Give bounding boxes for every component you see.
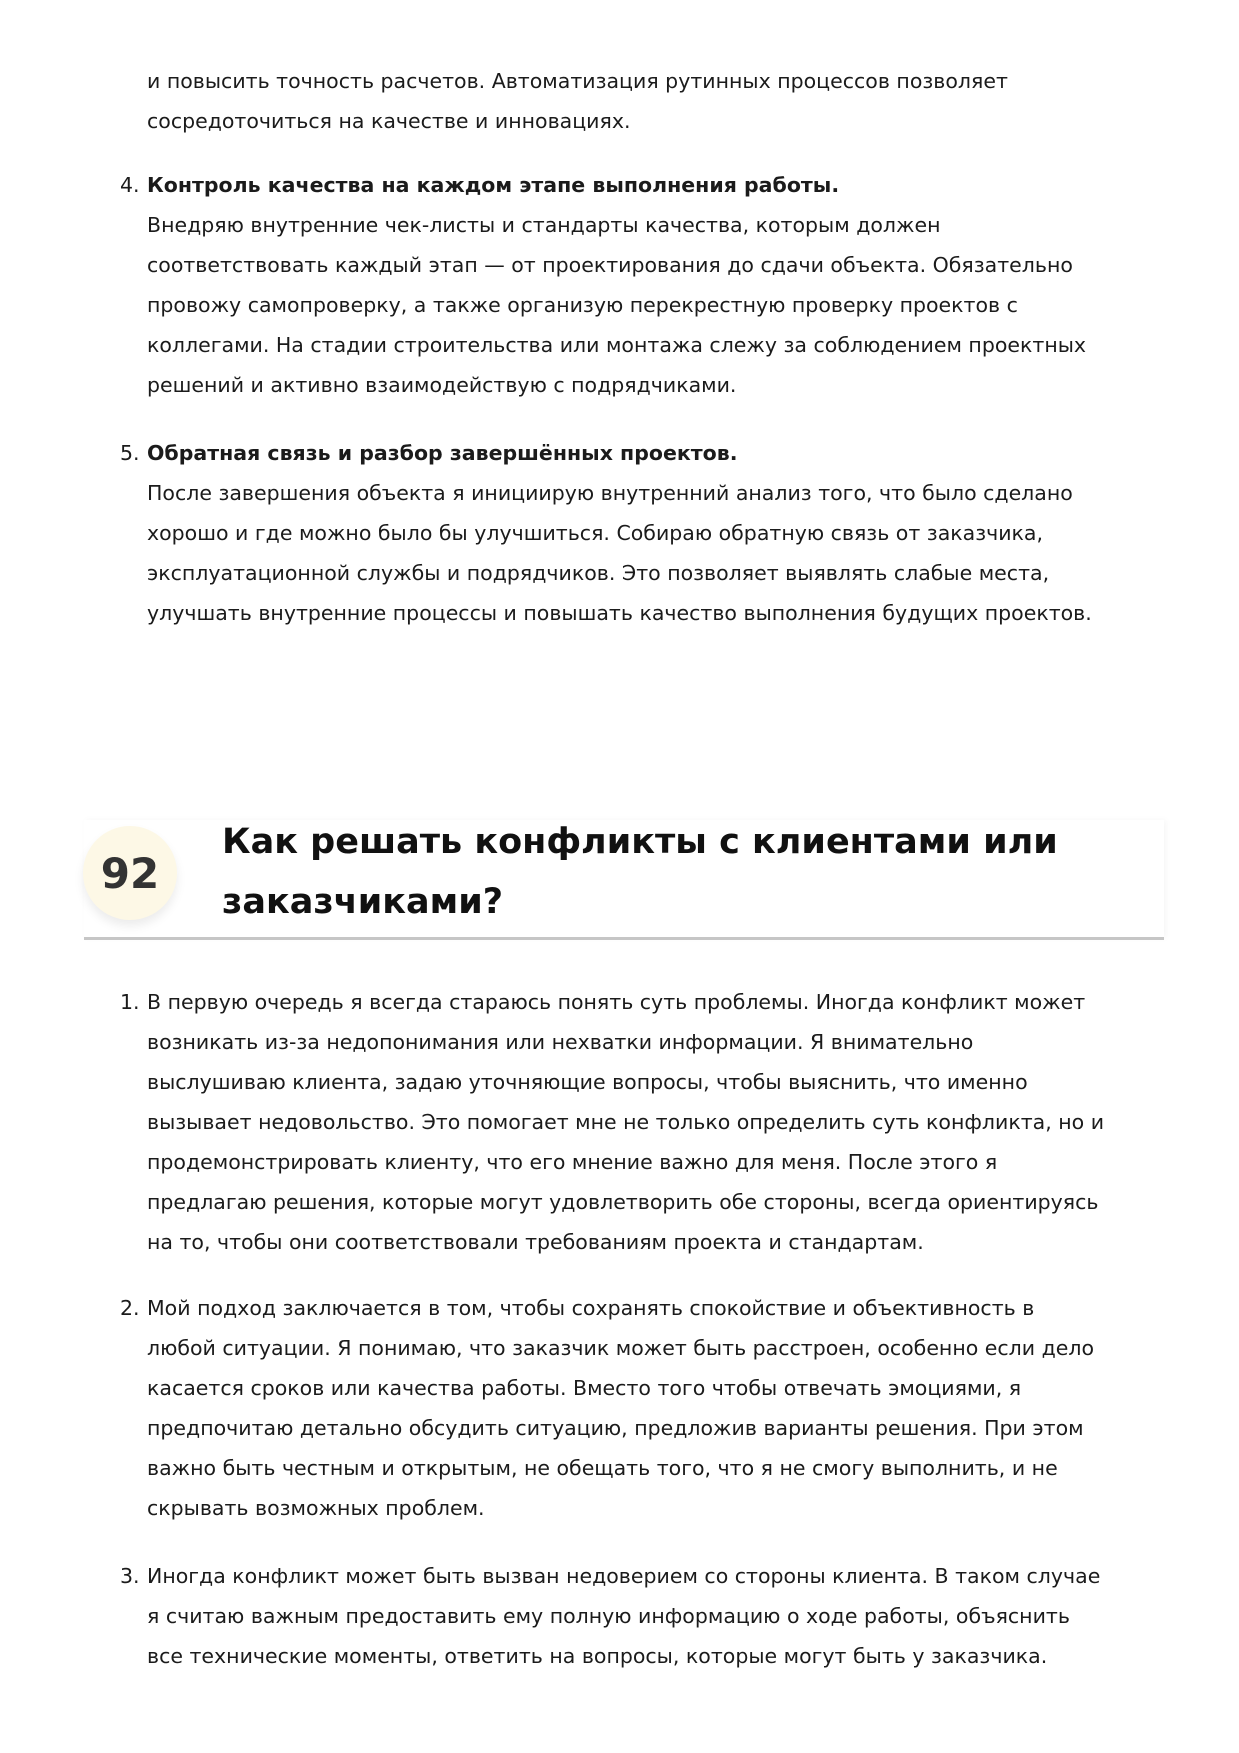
text-line: хорошо и где можно было бы улучшиться. Собираю обратную связь от заказчика, <box>147 521 1044 545</box>
text-line: все технические моменты, ответить на вопросы, которые могут быть у заказчика. <box>147 1644 1048 1668</box>
title-line: Как решать конфликты с клиентами или <box>222 822 1058 862</box>
text-line: Иногда конфликт может быть вызван недоверием со стороны клиента. В таком случае <box>147 1564 1101 1588</box>
list-item <box>120 982 1180 1262</box>
question-number-badge: 92 <box>83 826 177 920</box>
continuation-paragraph <box>120 61 1180 141</box>
section-title <box>222 812 1058 932</box>
item-title: Контроль качества на каждом этапе выполнения работы. <box>147 173 840 197</box>
text-line: улучшать внутренние процессы и повышать качество выполнения будущих проектов. <box>147 601 1092 625</box>
list-item <box>120 433 1180 633</box>
text-line: касается сроков или качества работы. Вместо того чтобы отвечать эмоциями, я <box>147 1376 1022 1400</box>
text-line: После завершения объекта я инициирую внутренний анализ того, что было сделано <box>147 481 1073 505</box>
item-number: 4. <box>120 173 140 197</box>
item-number: 5. <box>120 441 140 465</box>
item-title: Обратная связь и разбор завершённых проектов. <box>147 441 738 465</box>
text-line: и повысить точность расчетов. Автоматизация рутинных процессов позволяет <box>147 69 1008 93</box>
text-line: эксплуатационной службы и подрядчиков. Это позволяет выявлять слабые места, <box>147 561 1050 585</box>
text-line: скрывать возможных проблем. <box>147 1496 485 1520</box>
item-number: 2. <box>120 1296 140 1320</box>
text-line: вызывает недовольство. Это помогает мне не только определить суть конфликта, но и <box>147 1110 1105 1134</box>
text-line: предпочитаю детально обсудить ситуацию, предложив варианты решения. При этом <box>147 1416 1084 1440</box>
text-line: я считаю важным предоставить ему полную информацию о ходе работы, объяснить <box>147 1604 1070 1628</box>
list-item <box>120 1556 1180 1676</box>
text-line: на то, чтобы они соответствовали требованиям проекта и стандартам. <box>147 1230 924 1254</box>
list-item <box>120 1288 1180 1528</box>
text-line: предлагаю решения, которые могут удовлетворить обе стороны, всегда ориентируясь <box>147 1190 1099 1214</box>
item-number: 3. <box>120 1564 140 1588</box>
list-item <box>120 165 1180 405</box>
text-line: выслушиваю клиента, задаю уточняющие вопросы, чтобы выяснить, что именно <box>147 1070 1028 1094</box>
text-line: В первую очередь я всегда стараюсь понять суть проблемы. Иногда конфликт может <box>147 990 1086 1014</box>
text-line: важно быть честным и открытым, не обещать того, что я не смогу выполнить, и не <box>147 1456 1058 1480</box>
text-line: любой ситуации. Я понимаю, что заказчик может быть расстроен, особенно если дело <box>147 1336 1095 1360</box>
text-line: провожу самопроверку, а также организую перекрестную проверку проектов с <box>147 293 1018 317</box>
text-line: коллегами. На стадии строительства или монтажа слежу за соблюдением проектных <box>147 333 1087 357</box>
text-line: Внедряю внутренние чек-листы и стандарты качества, которым должен <box>147 213 941 237</box>
text-line: Мой подход заключается в том, чтобы сохранять спокойствие и объективность в <box>147 1296 1035 1320</box>
text-line: возникать из-за недопонимания или нехватки информации. Я внимательно <box>147 1030 974 1054</box>
item-number: 1. <box>120 990 140 1014</box>
header-divider <box>84 937 1164 940</box>
text-line: сосредоточиться на качестве и инновациях. <box>147 109 631 133</box>
text-line: решений и активно взаимодействую с подрядчиками. <box>147 373 737 397</box>
text-line: соответствовать каждый этап — от проектирования до сдачи объекта. Обязательно <box>147 253 1073 277</box>
title-line: заказчиками? <box>222 882 504 922</box>
text-line: продемонстрировать клиенту, что его мнение важно для меня. После этого я <box>147 1150 998 1174</box>
